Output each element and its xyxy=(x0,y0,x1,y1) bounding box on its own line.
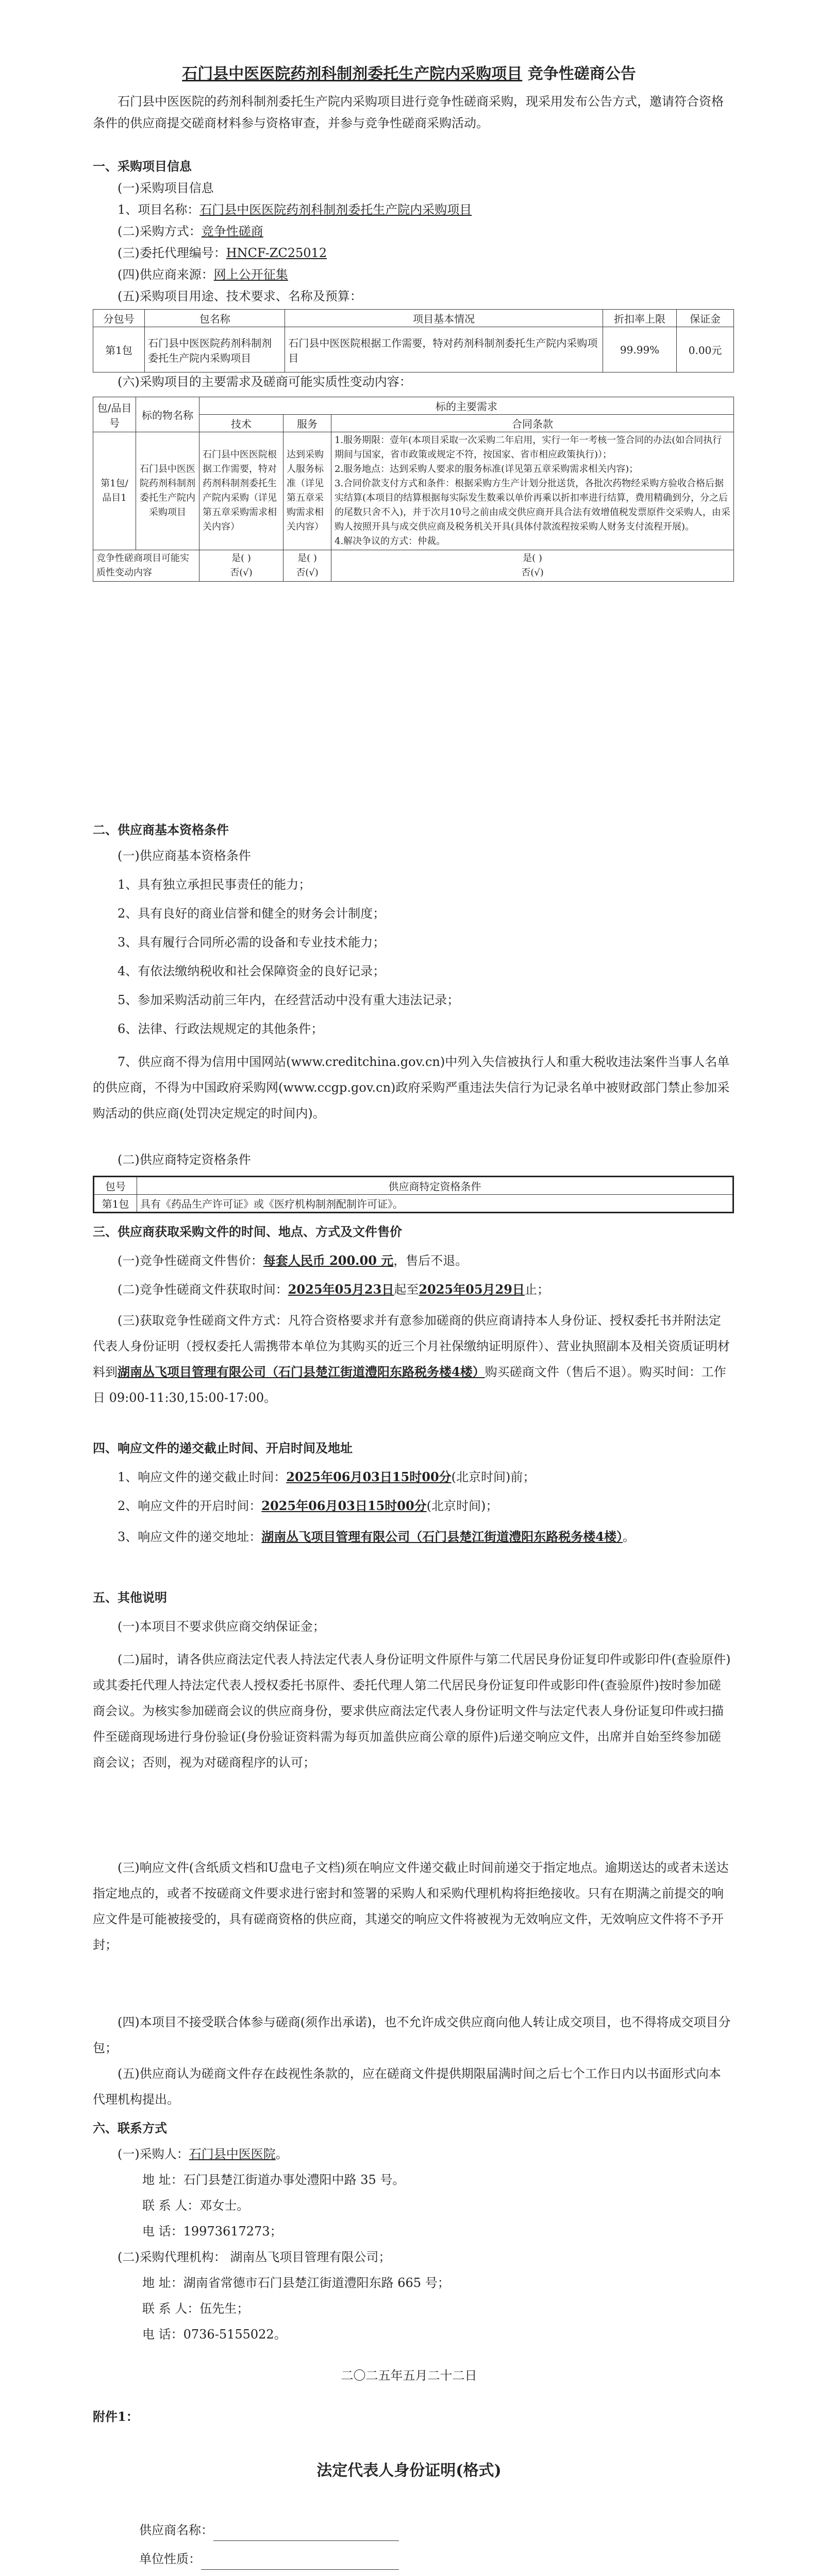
req-cell-target: 石门县中医医院药剂科制剂委托生产院内采购项目 xyxy=(136,432,199,550)
special-header-condition: 供应商特定资格条件 xyxy=(137,1177,733,1195)
req-cell-service: 达到采购人服务标准（详见第五章采购需求相关内容） xyxy=(283,432,331,550)
contract-term-4: 4.解决争议的方式：仲裁。 xyxy=(335,536,446,547)
submission-address-end: 。 xyxy=(622,1530,635,1544)
procurement-method-line xyxy=(93,221,732,242)
section-1-sub-1: (一)采购项目信息 xyxy=(118,181,214,195)
section-6-heading: 六、联系方式 xyxy=(93,2121,167,2136)
special-cell-package: 第1包 xyxy=(94,1195,137,1213)
purchaser-name: 石门县中医医院 xyxy=(189,2147,276,2161)
document-price-line xyxy=(93,1250,732,1272)
submission-address-label: 3、响应文件的递交地址： xyxy=(118,1530,262,1544)
contract-term-2: 2.服务地点：达到采购人要求的服务标准(详见第五章采购需求相关内容)； xyxy=(335,464,639,474)
req-header-main: 标的主要需求 xyxy=(199,397,734,415)
req-cell-package: 第1包/品目1 xyxy=(93,432,136,550)
opening-time-line xyxy=(93,1495,732,1517)
project-name-line xyxy=(93,199,732,221)
purchaser-phone: 电 话：19973617273； xyxy=(142,2224,282,2239)
req-header-tech: 技术 xyxy=(199,415,283,432)
section-1-item-5: (五)采购项目用途、技术要求、名称及预算： xyxy=(118,289,362,303)
annex1-unit-nature xyxy=(139,2548,399,2570)
contract-term-3: 3.合同价款支付方式和条件：根据采购方生产计划分批送货，各批次药物经采购方验收合格后据实结算(本项目的结算根据每实际发生数乘以单价再乘以折扣率进行结算，费用精确到分，分之后的尾数只舍不入)，并于次月10号之前由成交供应商开具合法有效增值税发票原件交采购人，由采购人按照开具与成交供应商及税务机关开具(具体付款流程按采购人财务支付流程开展)。 xyxy=(335,478,730,532)
purchaser-label: (一)采购人： xyxy=(118,2147,189,2161)
option-yes: 是( ) xyxy=(231,553,251,564)
section-2-sub-2: (二)供应商特定资格条件 xyxy=(118,1153,251,1167)
deadline-value: 2025年06月03日15时00分 xyxy=(286,1469,452,1484)
deadline-label: 1、响应文件的递交截止时间： xyxy=(118,1470,287,1484)
purchaser-contact: 联 系 人：邓女士。 xyxy=(142,2198,249,2213)
req-cell-service-choice xyxy=(283,550,331,582)
annex1-supplier-name xyxy=(139,2519,399,2541)
document-period-line xyxy=(93,1279,732,1300)
req-cell-tech-choice xyxy=(199,550,283,582)
deadline-line xyxy=(93,1466,732,1488)
blank-line[interactable] xyxy=(213,2540,399,2541)
table-row xyxy=(94,1195,733,1213)
req-header-target: 标的物名称 xyxy=(136,397,199,432)
other-note-2: (二)届时，请各供应商法定代表人持法定代表人身份证明文件原件与第二代居民身份证复印件或影印件(查验原件)或其委托代理人持法定代表人授权委托书原件、委托代理人第二代居民身份证复印件或影印件(查验原件)按时参加磋商会议。为核实参加磋商会议的供应商身份，要求供应商法定代表人身份证明文件与法定代表人身份证复印件或扫描件至磋商现场进行身份验证(身份验证资料需为每页加盖供应商公章的原件)后递交响应文件，出席并自始至终参加磋商会议；否则，视为对磋商程序的认可； xyxy=(93,1652,731,1770)
intro-paragraph: 石门县中医医院的药剂科制剂委托生产院内采购项目进行竞争性磋商采购，现采用发布公告方式，邀请符合资格条件的供应商提交磋商材料参与资格审查，并参与竞争性磋商采购活动。 xyxy=(93,94,724,130)
project-name-label: 1、项目名称： xyxy=(118,202,200,217)
document-period-end: 2025年05月29日 xyxy=(419,1282,525,1297)
section-4-heading: 四、响应文件的递交截止时间、开启时间及地址 xyxy=(93,1440,353,1455)
submission-address-value: 湖南丛飞项目管理有限公司（石门县楚江街道澧阳东路税务楼4楼） xyxy=(261,1529,623,1544)
qualification-item-3: 3、具有履行合同所必需的设备和专业技术能力； xyxy=(118,935,386,950)
requirements-table xyxy=(93,397,734,582)
document-price-value: 每套人民币 200.00 元 xyxy=(263,1253,394,1268)
budget-header-discount-cap: 折扣率上限 xyxy=(603,310,677,327)
option-yes: 是( ) xyxy=(297,553,317,564)
qualification-item-4: 4、有依法缴纳税收和社会保障资金的良好记录； xyxy=(118,964,386,978)
annex-1-label: 附件1： xyxy=(93,2409,139,2424)
document-period-stop: 止； xyxy=(524,1282,549,1297)
document-period-to: 起至 xyxy=(394,1282,419,1297)
budget-table xyxy=(93,309,734,372)
budget-header-package-name: 包名称 xyxy=(145,310,285,327)
opening-time-label: 2、响应文件的开启时间： xyxy=(118,1499,262,1513)
submission-address-line xyxy=(93,1524,732,1550)
req-header-service: 服务 xyxy=(283,415,331,432)
document-price-note: ，售后不退。 xyxy=(393,1253,468,1268)
opening-time-value: 2025年06月03日15时00分 xyxy=(261,1498,427,1513)
agency-contact: 联 系 人：伍先生； xyxy=(142,2301,249,2316)
budget-header-package: 分包号 xyxy=(93,310,145,327)
req-cell-contract xyxy=(331,432,734,550)
qualification-item-6: 6、法律、行政法规规定的其他条件； xyxy=(118,1022,324,1036)
qualification-item-5: 5、参加采购活动前三年内，在经营活动中没有重大违法记录； xyxy=(118,993,460,1007)
budget-cell-deposit: 0.00元 xyxy=(677,327,734,372)
field-label: 供应商名称： xyxy=(139,2523,213,2537)
issue-date: 二〇二五年五月二十二日 xyxy=(341,2368,477,2383)
document-method-place: 湖南丛飞项目管理有限公司（石门县楚江街道澧阳东路税务楼4楼） xyxy=(118,1364,485,1379)
document-method-text: (三)获取竞争性磋商文件方式：凡符合资格要求并有意参加磋商的供应商请持本人身份证、授权委托书并附法定代表人身份证明（授权委托人需携带本单位为其购买的近三个月社保缴纳证明原件）、营业执照副本及相关资质证明材料到 xyxy=(93,1313,730,1379)
req-header-package: 包/品目号 xyxy=(93,397,136,432)
budget-header-basic-info: 项目基本情况 xyxy=(285,310,603,327)
document-period-label: (二)竞争性磋商文件获取时间： xyxy=(118,1282,288,1297)
contract-term-1: 1.服务期限：壹年(本项目采取一次采购二年启用，实行一年一考核一签合同的办法(如合同执行期间与国家，省市政策或规定不符，按国家、省市相应政策执行)）； xyxy=(335,435,722,460)
document-title xyxy=(0,61,818,83)
budget-header-deposit: 保证金 xyxy=(677,310,734,327)
agency-code-label: (三)委托代理编号： xyxy=(118,246,226,260)
table-row xyxy=(93,327,734,372)
agency-address: 地 址：湖南省常德市石门县楚江街道澧阳东路 665 号； xyxy=(142,2276,450,2290)
purchaser-address: 地 址：石门县楚江街道办事处澧阳中路 35 号。 xyxy=(142,2173,405,2187)
supplier-source-label: (四)供应商来源： xyxy=(118,267,214,282)
special-header-package: 包号 xyxy=(94,1177,137,1195)
document-method-paragraph xyxy=(93,1308,732,1411)
blank-line[interactable] xyxy=(201,2569,399,2570)
other-note-4: (四)本项目不接受联合体参与磋商(须作出承诺)，也不允许成交供应商向他人转让成交项目，也不得将成交项目分包； xyxy=(93,2015,731,2055)
budget-cell-discount-cap: 99.99% xyxy=(603,327,677,372)
agency-code-value: HNCF-ZC25012 xyxy=(226,246,327,260)
title-suffix: 竞争性磋商公告 xyxy=(522,65,636,83)
purchaser-line xyxy=(93,2143,732,2165)
option-no: 否(√) xyxy=(230,567,253,578)
document-period-start: 2025年05月23日 xyxy=(288,1282,394,1297)
supplier-source-value: 网上公开征集 xyxy=(213,267,288,282)
purchaser-end: 。 xyxy=(275,2147,288,2161)
qualification-item-7: 7、供应商不得为信用中国网站(www.creditchina.gov.cn)中列入失信被执行人和重大税收违法案件当事人名单的供应商，不得为中国政府采购网(www.ccgp.gov.cn)政府采购严重违法失信行为记录名单中被财政部门禁止参加采购活动的供应商(处罚决定规定的时间内)。 xyxy=(93,1055,730,1121)
agency-line: (二)采购代理机构： 湖南丛飞项目管理有限公司； xyxy=(118,2250,391,2264)
section-1-heading: 一、采购项目信息 xyxy=(93,159,192,174)
supplier-source-line xyxy=(93,264,732,285)
section-3-heading: 三、供应商获取采购文件的时间、地点、方式及文件售价 xyxy=(93,1224,402,1239)
title-project-name: 石门县中医医院药剂科制剂委托生产院内采购项目 xyxy=(182,65,523,83)
section-1-item-6: (六)采购项目的主要需求及磋商可能实质性变动内容： xyxy=(118,375,412,389)
budget-cell-basic-info: 石门县中医医院根据工作需要，特对药剂科制剂委托生产院内采购项目 xyxy=(285,327,603,372)
field-label: 单位性质： xyxy=(139,2552,201,2566)
req-cell-tech: 石门县中医医院根据工作需要，特对药剂科制剂委托生产院内采购（详见第五章采购需求相关内容） xyxy=(199,432,283,550)
special-qualification-table xyxy=(93,1176,734,1213)
table-row xyxy=(93,432,734,550)
other-note-5: (五)供应商认为磋商文件存在歧视性条款的，应在磋商文件提供期限届满时间之后七个工作日内以书面形式向本代理机构提出。 xyxy=(93,2066,721,2107)
agency-code-line xyxy=(93,242,732,264)
req-header-contract: 合同条款 xyxy=(331,415,734,432)
option-no: 否(√) xyxy=(296,567,319,578)
special-cell-condition: 具有《药品生产许可证》或《医疗机构制剂配制许可证》。 xyxy=(137,1195,733,1213)
table-row xyxy=(93,550,734,582)
budget-cell-package: 第1包 xyxy=(93,327,145,372)
qualification-item-2: 2、具有良好的商业信誉和健全的财务会计制度； xyxy=(118,906,386,921)
section-5-heading: 五、其他说明 xyxy=(93,1590,167,1605)
document-method-time: 购买磋商文件（售后不退）。购买时间：工作日 09:00-11:30,15:00-17:00。 xyxy=(93,1365,726,1405)
req-cell-variable-label: 竞争性磋商项目可能实质性变动内容 xyxy=(93,550,199,582)
other-note-1: (一)本项目不要求供应商交纳保证金； xyxy=(118,1619,325,1634)
section-2-heading: 二、供应商基本资格条件 xyxy=(93,822,229,837)
deadline-suffix: (北京时间)前； xyxy=(451,1470,536,1484)
req-cell-contract-choice xyxy=(331,550,734,582)
document-price-label: (一)竞争性磋商文件售价： xyxy=(118,1253,263,1268)
procurement-method-label: (二)采购方式： xyxy=(118,224,202,239)
agency-phone: 电 话：0736-5155022。 xyxy=(142,2327,287,2342)
annex-1-title: 法定代表人身份证明(格式) xyxy=(316,2462,502,2480)
procurement-method-value: 竞争性磋商 xyxy=(201,224,263,239)
qualification-item-1: 1、具有独立承担民事责任的能力； xyxy=(118,877,311,892)
option-yes: 是( ) xyxy=(523,553,542,564)
other-note-3: (三)响应文件(含纸质文档和U盘电子文档)须在响应文件递交截止时间前递交于指定地点。逾期送达的或者未送达指定地点的，或者不按磋商文件要求进行密封和签署的采购人和采购代理机构将拒绝接收。只有在期满之前提交的响应文件是可能被接受的，具有磋商资格的供应商，其递交的响应文件将被视为无效响应文件，无效响应文件将不予开封； xyxy=(93,1860,729,1952)
project-name-value: 石门县中医医院药剂科制剂委托生产院内采购项目 xyxy=(199,202,472,217)
budget-cell-package-name: 石门县中医医院药剂科制剂委托生产院内采购项目 xyxy=(145,327,285,372)
opening-time-suffix: (北京时间)； xyxy=(426,1499,498,1513)
section-2-sub-1: (一)供应商基本资格条件 xyxy=(118,849,251,863)
option-no: 否(√) xyxy=(521,567,544,578)
